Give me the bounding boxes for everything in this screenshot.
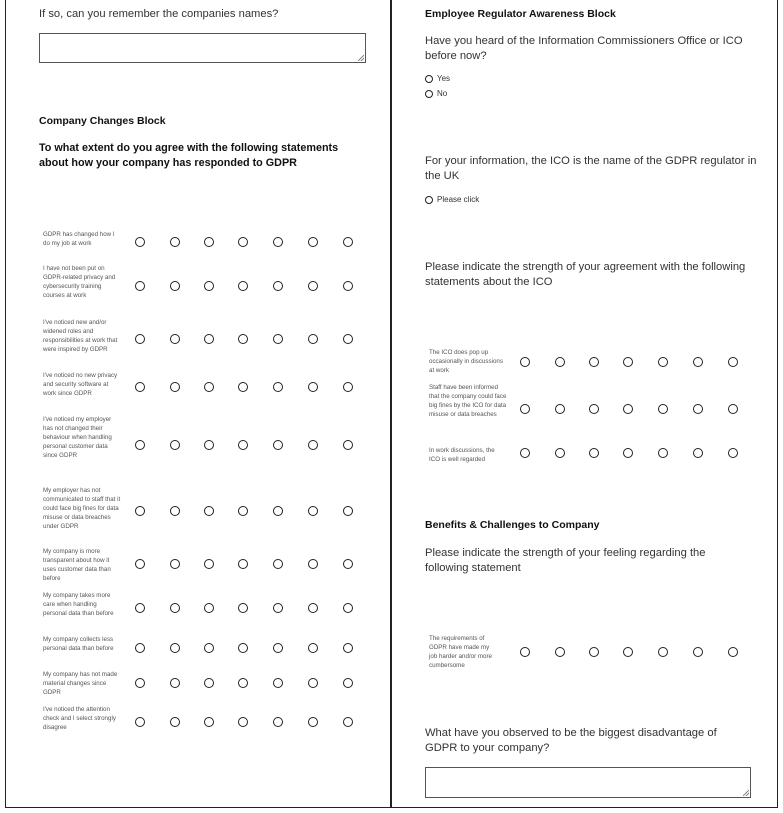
matrix-radio[interactable] (623, 357, 633, 367)
matrix-radio[interactable] (135, 717, 145, 727)
matrix-radio[interactable] (204, 237, 214, 247)
matrix-radio[interactable] (728, 404, 738, 414)
matrix-radio[interactable] (238, 334, 248, 344)
matrix-radio[interactable] (273, 382, 283, 392)
matrix-radio[interactable] (273, 237, 283, 247)
matrix-row-label: My company takes more care when handling personal data than before (43, 592, 114, 617)
matrix-radio[interactable] (520, 448, 530, 458)
option-no[interactable] (425, 89, 447, 98)
matrix-radio[interactable] (693, 404, 703, 414)
benefits-challenges-block-title: Benefits & Challenges to Company (425, 519, 600, 531)
company-changes-matrix-title: To what extent do you agree with the following statements about how your company has responded to GDPR (39, 142, 339, 169)
matrix-radio[interactable] (273, 643, 283, 653)
matrix-radio[interactable] (623, 647, 633, 657)
option-please-click[interactable] (425, 195, 479, 204)
matrix-radio[interactable] (589, 357, 599, 367)
matrix-radio[interactable] (135, 603, 145, 613)
option-yes[interactable] (425, 74, 450, 83)
matrix-radio[interactable] (343, 237, 353, 247)
matrix-radio[interactable] (238, 678, 248, 688)
matrix-radio[interactable] (204, 603, 214, 613)
matrix-radio[interactable] (135, 559, 145, 569)
no-radio[interactable] (425, 90, 433, 98)
matrix-radio[interactable] (204, 643, 214, 653)
matrix-radio[interactable] (589, 448, 599, 458)
yes-label: Yes (437, 74, 451, 83)
matrix-radio[interactable] (170, 334, 180, 344)
matrix-radio[interactable] (204, 334, 214, 344)
matrix-radio[interactable] (658, 448, 668, 458)
matrix-radio[interactable] (343, 334, 353, 344)
matrix-radio[interactable] (204, 559, 214, 569)
matrix-row-label: I've noticed my employer has not changed their behaviour when handling personal customer data since GDPR (43, 416, 112, 459)
matrix-radio[interactable] (170, 281, 180, 291)
matrix-radio[interactable] (693, 647, 703, 657)
question-feeling: Please indicate the strength of your feeling regarding the following statement (425, 547, 706, 574)
matrix-radio[interactable] (204, 506, 214, 516)
matrix-radio[interactable] (238, 559, 248, 569)
matrix-radio[interactable] (238, 603, 248, 613)
matrix-row-label: The ICO does pop up occasionally in discussions at work (429, 349, 503, 374)
matrix-radio[interactable] (658, 647, 668, 657)
matrix-radio[interactable] (273, 603, 283, 613)
matrix-radio[interactable] (238, 506, 248, 516)
matrix-radio[interactable] (623, 404, 633, 414)
please-click-label: Please click (437, 195, 480, 204)
matrix-radio[interactable] (343, 678, 353, 688)
matrix-radio[interactable] (343, 603, 353, 613)
matrix-row-label: I've noticed the attention check and I select strongly disagree (43, 706, 116, 731)
company-changes-block-title: Company Changes Block (39, 115, 166, 127)
matrix-radio[interactable] (170, 506, 180, 516)
matrix-row-label: GDPR has changed how I do my job at work (43, 231, 115, 247)
disadvantage-textarea[interactable] (425, 767, 751, 798)
matrix-radio[interactable] (343, 440, 353, 450)
matrix-row-label: I've noticed no new privacy and security software at work since GDPR (43, 372, 118, 397)
please-click-radio[interactable] (425, 196, 433, 204)
question-company-names: If so, can you remember the companies names? (39, 8, 279, 20)
matrix-radio[interactable] (343, 559, 353, 569)
matrix-row-label: I have not been put on GDPR-related privacy and cybersecurity training courses at work (43, 265, 116, 299)
matrix-radio[interactable] (308, 678, 318, 688)
matrix-row-label: My company has not made material changes since GDPR (43, 671, 118, 696)
matrix-radio[interactable] (135, 334, 145, 344)
matrix-radio[interactable] (308, 603, 318, 613)
matrix-radio[interactable] (308, 643, 318, 653)
matrix-radio[interactable] (170, 440, 180, 450)
matrix-radio[interactable] (589, 647, 599, 657)
matrix-radio[interactable] (308, 334, 318, 344)
regulator-awareness-block-title: Employee Regulator Awareness Block (425, 8, 616, 20)
matrix-radio[interactable] (135, 237, 145, 247)
matrix-radio[interactable] (520, 357, 530, 367)
matrix-radio[interactable] (170, 237, 180, 247)
matrix-radio[interactable] (170, 603, 180, 613)
matrix-radio[interactable] (135, 281, 145, 291)
matrix-radio[interactable] (204, 281, 214, 291)
matrix-radio[interactable] (170, 717, 180, 727)
matrix-radio[interactable] (204, 440, 214, 450)
company-names-textarea[interactable] (39, 33, 366, 63)
yes-radio[interactable] (425, 75, 433, 83)
matrix-radio[interactable] (238, 382, 248, 392)
matrix-radio[interactable] (308, 382, 318, 392)
matrix-radio[interactable] (308, 559, 318, 569)
matrix-radio[interactable] (308, 237, 318, 247)
resize-grip-icon[interactable] (358, 55, 364, 61)
no-label: No (437, 89, 448, 98)
matrix-radio[interactable] (693, 357, 703, 367)
resize-grip-icon[interactable] (743, 790, 749, 796)
matrix-row-label: My company collects less personal data than before (43, 636, 114, 652)
question-ico-agreement: Please indicate the strength of your agreement with the following statements about the ICO (425, 261, 746, 288)
matrix-radio[interactable] (135, 506, 145, 516)
matrix-row-label: Staff have been informed that the company could face big fines by the ICO for data misuse or data breaches (429, 384, 507, 418)
matrix-radio[interactable] (308, 506, 318, 516)
matrix-radio[interactable] (658, 357, 668, 367)
matrix-radio[interactable] (555, 647, 565, 657)
matrix-radio[interactable] (308, 440, 318, 450)
matrix-radio[interactable] (135, 382, 145, 392)
matrix-radio[interactable] (728, 448, 738, 458)
matrix-radio[interactable] (555, 357, 565, 367)
matrix-radio[interactable] (589, 404, 599, 414)
matrix-radio[interactable] (273, 559, 283, 569)
ico-info-text: For your information, the ICO is the name of the GDPR regulator in the UK (425, 155, 757, 182)
matrix-row-label: I've noticed new and/or widened roles and responsibilities at work that were inspired by GDPR (43, 319, 118, 353)
matrix-radio[interactable] (555, 404, 565, 414)
matrix-radio[interactable] (520, 647, 530, 657)
matrix-radio[interactable] (170, 559, 180, 569)
matrix-radio[interactable] (273, 678, 283, 688)
matrix-radio[interactable] (343, 643, 353, 653)
matrix-radio[interactable] (273, 334, 283, 344)
matrix-radio[interactable] (728, 647, 738, 657)
matrix-radio[interactable] (135, 678, 145, 688)
matrix-radio[interactable] (520, 404, 530, 414)
matrix-radio[interactable] (308, 717, 318, 727)
matrix-radio[interactable] (273, 281, 283, 291)
matrix-radio[interactable] (170, 678, 180, 688)
matrix-row-label: In work discussions, the ICO is well regarded (429, 447, 495, 463)
question-disadvantage: What have you observed to be the biggest disadvantage of GDPR to your company? (425, 727, 717, 754)
matrix-radio[interactable] (273, 506, 283, 516)
matrix-radio[interactable] (693, 448, 703, 458)
matrix-radio[interactable] (238, 440, 248, 450)
matrix-radio[interactable] (343, 506, 353, 516)
matrix-radio[interactable] (658, 404, 668, 414)
matrix-radio[interactable] (204, 678, 214, 688)
matrix-radio[interactable] (238, 237, 248, 247)
matrix-radio[interactable] (343, 717, 353, 727)
matrix-radio[interactable] (238, 643, 248, 653)
matrix-radio[interactable] (343, 382, 353, 392)
matrix-radio[interactable] (728, 357, 738, 367)
matrix-row-label: My employer has not communicated to staff that it could face big fines for data misuse or data breaches under GDPR (43, 487, 121, 530)
matrix-radio[interactable] (170, 382, 180, 392)
matrix-radio[interactable] (170, 643, 180, 653)
matrix-radio[interactable] (135, 440, 145, 450)
question-heard-ico: Have you heard of the Information Commissioners Office or ICO before now? (425, 35, 743, 62)
matrix-radio[interactable] (135, 643, 145, 653)
matrix-radio[interactable] (204, 717, 214, 727)
matrix-row-label: My company is more transparent about how it uses customer data than before (43, 548, 111, 582)
matrix-radio[interactable] (238, 717, 248, 727)
matrix-radio[interactable] (308, 281, 318, 291)
matrix-radio[interactable] (204, 382, 214, 392)
matrix-radio[interactable] (555, 448, 565, 458)
matrix-radio[interactable] (273, 440, 283, 450)
matrix-row-label: The requirements of GDPR have made my job harder and/or more cumbersome (429, 635, 492, 669)
matrix-radio[interactable] (238, 281, 248, 291)
matrix-radio[interactable] (273, 717, 283, 727)
matrix-radio[interactable] (623, 448, 633, 458)
column-divider (390, 0, 392, 808)
matrix-radio[interactable] (343, 281, 353, 291)
